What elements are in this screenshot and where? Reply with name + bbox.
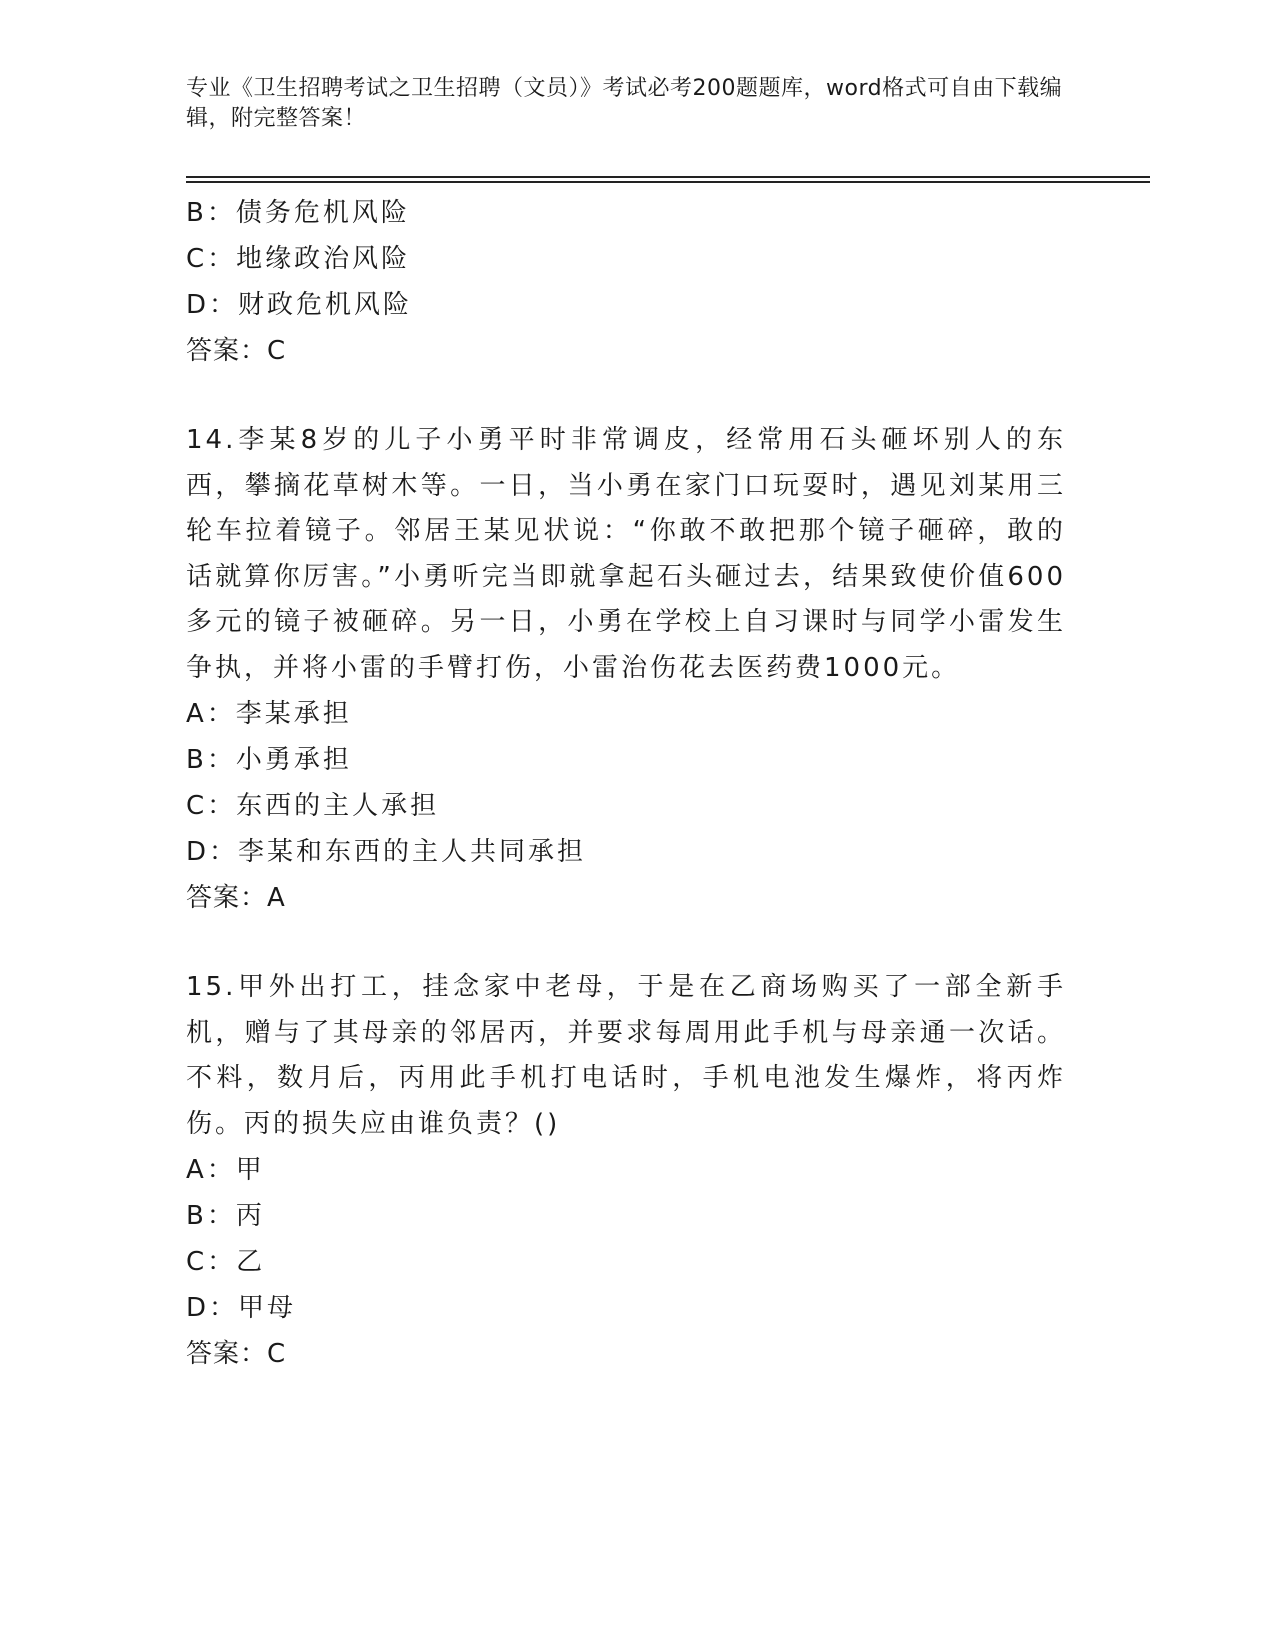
option-d: D：甲母 <box>186 1293 297 1323</box>
answer: 答案：A <box>186 883 286 913</box>
answer: 答案：C <box>186 1339 287 1369</box>
answer: 答案：C <box>186 336 287 366</box>
header-rule-top <box>186 176 1150 178</box>
option-d: D：财政危机风险 <box>186 290 413 320</box>
option-c: C：地缘政治风险 <box>186 244 411 274</box>
question-14 <box>186 418 1066 921</box>
option-b: B：债务危机风险 <box>186 198 410 228</box>
option-b: B：小勇承担 <box>186 745 352 775</box>
header-rule-bottom <box>186 181 1150 183</box>
question-15 <box>186 965 1066 1377</box>
option-a: A：甲 <box>186 1155 265 1185</box>
option-d: D：李某和东西的主人共同承担 <box>186 837 587 867</box>
option-b: B：丙 <box>186 1201 265 1231</box>
option-a: A：李某承担 <box>186 699 352 729</box>
question-13 <box>186 190 1066 374</box>
document-header: 专业《卫生招聘考试之卫生招聘（文员）》考试必考200题题库，word格式可自由下载编辑，附完整答案！ <box>186 76 1063 131</box>
option-c: C：乙 <box>186 1247 266 1277</box>
question-content <box>186 190 1066 1377</box>
question-stem: 15.甲外出打工，挂念家中老母，于是在乙商场购买了一部全新手机，赠与了其母亲的邻居丙，并要求每周用此手机与母亲通一次话。不料，数月后，丙用此手机打电话时，手机电池发生爆炸，将丙炸伤。丙的损失应由谁负责？() <box>186 972 1066 1139</box>
question-stem: 14.李某8岁的儿子小勇平时非常调皮，经常用石头砸坏别人的东西，攀摘花草树木等。一日，当小勇在家门口玩耍时，遇见刘某用三轮车拉着镜子。邻居王某见状说：“你敢不敢把那个镜子砸碎，敢的话就算你厉害。”小勇听完当即就拿起石头砸过去，结果致使价值600多元的镜子被砸碎。另一日，小勇在学校上自习课时与同学小雷发生争执，并将小雷的手臂打伤，小雷治伤花去医药费1000元。 <box>186 425 1066 683</box>
option-c: C：东西的主人承担 <box>186 791 440 821</box>
